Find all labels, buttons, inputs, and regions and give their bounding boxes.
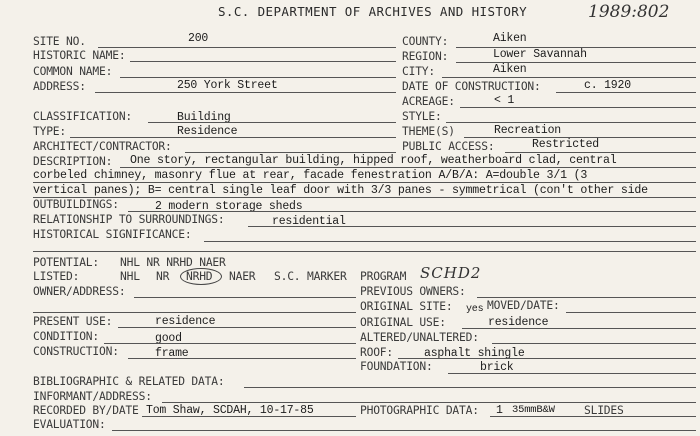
construction-line bbox=[128, 358, 356, 359]
historic-name-line bbox=[130, 61, 396, 62]
theme-label: THEME(S) bbox=[402, 125, 455, 138]
common-name-label: COMMON NAME: bbox=[33, 65, 113, 78]
date-of-construction-label: DATE OF CONSTRUCTION: bbox=[402, 80, 541, 93]
description-rule-3 bbox=[33, 197, 696, 198]
listed-nrhd: NRHD bbox=[186, 270, 213, 283]
site-no-label: SITE NO. bbox=[33, 35, 86, 48]
potential-options: NHL NR NRHD NAER bbox=[120, 256, 226, 269]
region-line bbox=[456, 62, 696, 63]
type-line bbox=[70, 137, 396, 138]
altered-label: ALTERED/UNALTERED: bbox=[360, 331, 479, 344]
address-label: ADDRESS: bbox=[33, 80, 86, 93]
outbuildings-line bbox=[128, 211, 696, 212]
recorded-label: RECORDED BY/DATE bbox=[33, 404, 139, 417]
description-rule-1 bbox=[120, 167, 696, 168]
original-site-label: ORIGINAL SITE: bbox=[360, 300, 453, 313]
photographic-line bbox=[490, 416, 696, 417]
photographic-label: PHOTOGRAPHIC DATA: bbox=[360, 404, 479, 417]
date-line bbox=[556, 92, 696, 93]
foundation-label: FOUNDATION: bbox=[360, 360, 433, 373]
roof-line bbox=[398, 358, 696, 359]
program-label: PROGRAM bbox=[360, 270, 407, 283]
recorded-line bbox=[142, 416, 356, 417]
classification-value: Building bbox=[177, 111, 231, 124]
program-handwritten-value: SCHD2 bbox=[420, 264, 482, 282]
acreage-label: ACREAGE: bbox=[402, 95, 455, 108]
present-use-value: residence bbox=[155, 315, 216, 328]
previous-owners-line bbox=[477, 297, 696, 298]
construction-label: CONSTRUCTION: bbox=[33, 345, 119, 358]
owner-label: OWNER/ADDRESS: bbox=[33, 285, 126, 298]
date-of-construction-value: c. 1920 bbox=[584, 79, 631, 92]
previous-owners-label: PREVIOUS OWNERS: bbox=[360, 285, 466, 298]
region-value: Lower Savannah bbox=[493, 48, 587, 61]
significance-label: HISTORICAL SIGNIFICANCE: bbox=[33, 228, 192, 241]
condition-value: good bbox=[155, 332, 182, 345]
evaluation-line bbox=[112, 430, 696, 431]
county-value: Aiken bbox=[493, 32, 527, 45]
bibliographic-label: BIBLIOGRAPHIC & RELATED DATA: bbox=[33, 375, 225, 388]
significance-line bbox=[204, 241, 696, 242]
acreage-value: < 1 bbox=[494, 94, 515, 107]
slides-label: SLIDES bbox=[584, 404, 624, 417]
description-line-2: corbeled chimney, masonry flue at rear, facade fenestration A/B/A: A=double 3/1 (3 bbox=[33, 169, 588, 182]
condition-label: CONDITION: bbox=[33, 330, 100, 343]
roof-value: asphalt shingle bbox=[424, 347, 525, 360]
nrhd-circle-mark bbox=[180, 268, 222, 285]
present-use-label: PRESENT USE: bbox=[33, 315, 113, 328]
sc-marker-label: S.C. MARKER bbox=[274, 270, 347, 283]
owner-line bbox=[134, 297, 356, 298]
theme-value: Recreation bbox=[494, 124, 562, 137]
roof-label: ROOF: bbox=[360, 346, 394, 359]
type-label: TYPE: bbox=[33, 125, 67, 138]
architect-label: ARCHITECT/CONTRACTOR: bbox=[33, 140, 172, 153]
condition-line bbox=[104, 343, 356, 344]
public-access-value: Restricted bbox=[532, 138, 600, 151]
style-label: STYLE: bbox=[402, 110, 442, 123]
city-line bbox=[442, 77, 696, 78]
type-value: Residence bbox=[177, 125, 238, 138]
recorded-value: Tom Shaw, SCDAH, 10-17-85 bbox=[146, 404, 314, 417]
original-use-line bbox=[462, 328, 696, 329]
architect-line bbox=[185, 152, 396, 153]
address-value: 250 York Street bbox=[177, 79, 278, 92]
common-name-line bbox=[120, 77, 396, 78]
listed-label: LISTED: bbox=[33, 270, 80, 283]
relationship-line bbox=[248, 226, 696, 227]
city-label: CITY: bbox=[402, 65, 436, 78]
public-access-label: PUBLIC ACCESS: bbox=[402, 140, 495, 153]
region-label: REGION: bbox=[402, 50, 449, 63]
city-value: Aiken bbox=[493, 63, 527, 76]
outbuildings-label: OUTBUILDINGS: bbox=[33, 198, 119, 211]
handwritten-number: 1989:802 bbox=[588, 2, 670, 22]
outbuildings-value: 2 modern storage sheds bbox=[155, 200, 303, 213]
historic-name-label: HISTORIC NAME: bbox=[33, 49, 126, 62]
description-line-1: One story, rectangular building, hipped roof, weatherboard clad, central bbox=[130, 154, 617, 167]
site-no-line bbox=[98, 47, 396, 48]
original-site-value: yes bbox=[466, 304, 484, 315]
foundation-line bbox=[448, 373, 696, 374]
description-label: DESCRIPTION: bbox=[33, 155, 113, 168]
description-line-3: vertical panes); B= central single leaf door with 3/3 panes - symmetrical (con't other side bbox=[33, 184, 648, 197]
present-use-line bbox=[118, 327, 356, 328]
informant-label: INFORMANT/ADDRESS: bbox=[33, 390, 152, 403]
original-use-value: residence bbox=[488, 316, 549, 329]
description-rule-2 bbox=[33, 182, 696, 183]
listed-nhl: NHL bbox=[120, 270, 140, 283]
acreage-line bbox=[460, 107, 696, 108]
potential-label: POTENTIAL: bbox=[33, 256, 100, 269]
altered-line bbox=[492, 343, 696, 344]
evaluation-label: EVALUATION: bbox=[33, 418, 106, 431]
photographic-count: 1 bbox=[496, 404, 503, 417]
foundation-value: brick bbox=[480, 361, 514, 374]
section-divider bbox=[33, 251, 696, 252]
address-line bbox=[95, 92, 396, 93]
construction-value: frame bbox=[155, 347, 189, 360]
photographic-format: 35mmB&W bbox=[512, 404, 555, 416]
bibliographic-line bbox=[244, 387, 696, 388]
moved-date-label: MOVED/DATE: bbox=[487, 299, 560, 312]
county-label: COUNTY: bbox=[402, 35, 449, 48]
relationship-value: residential bbox=[272, 215, 346, 228]
classification-line bbox=[148, 122, 396, 123]
listed-naer: NAER bbox=[229, 270, 256, 283]
informant-line bbox=[162, 402, 696, 403]
public-access-line bbox=[505, 152, 696, 153]
original-use-label: ORIGINAL USE: bbox=[360, 316, 446, 329]
site-no-value: 200 bbox=[188, 32, 209, 45]
classification-label: CLASSIFICATION: bbox=[33, 110, 133, 123]
owner-line-2 bbox=[33, 312, 356, 313]
form-title: S.C. DEPARTMENT OF ARCHIVES AND HISTORY bbox=[218, 4, 528, 19]
relationship-label: RELATIONSHIP TO SURROUNDINGS: bbox=[33, 213, 225, 226]
listed-nr: NR bbox=[156, 270, 170, 283]
moved-date-line bbox=[566, 312, 696, 313]
style-line bbox=[446, 122, 696, 123]
